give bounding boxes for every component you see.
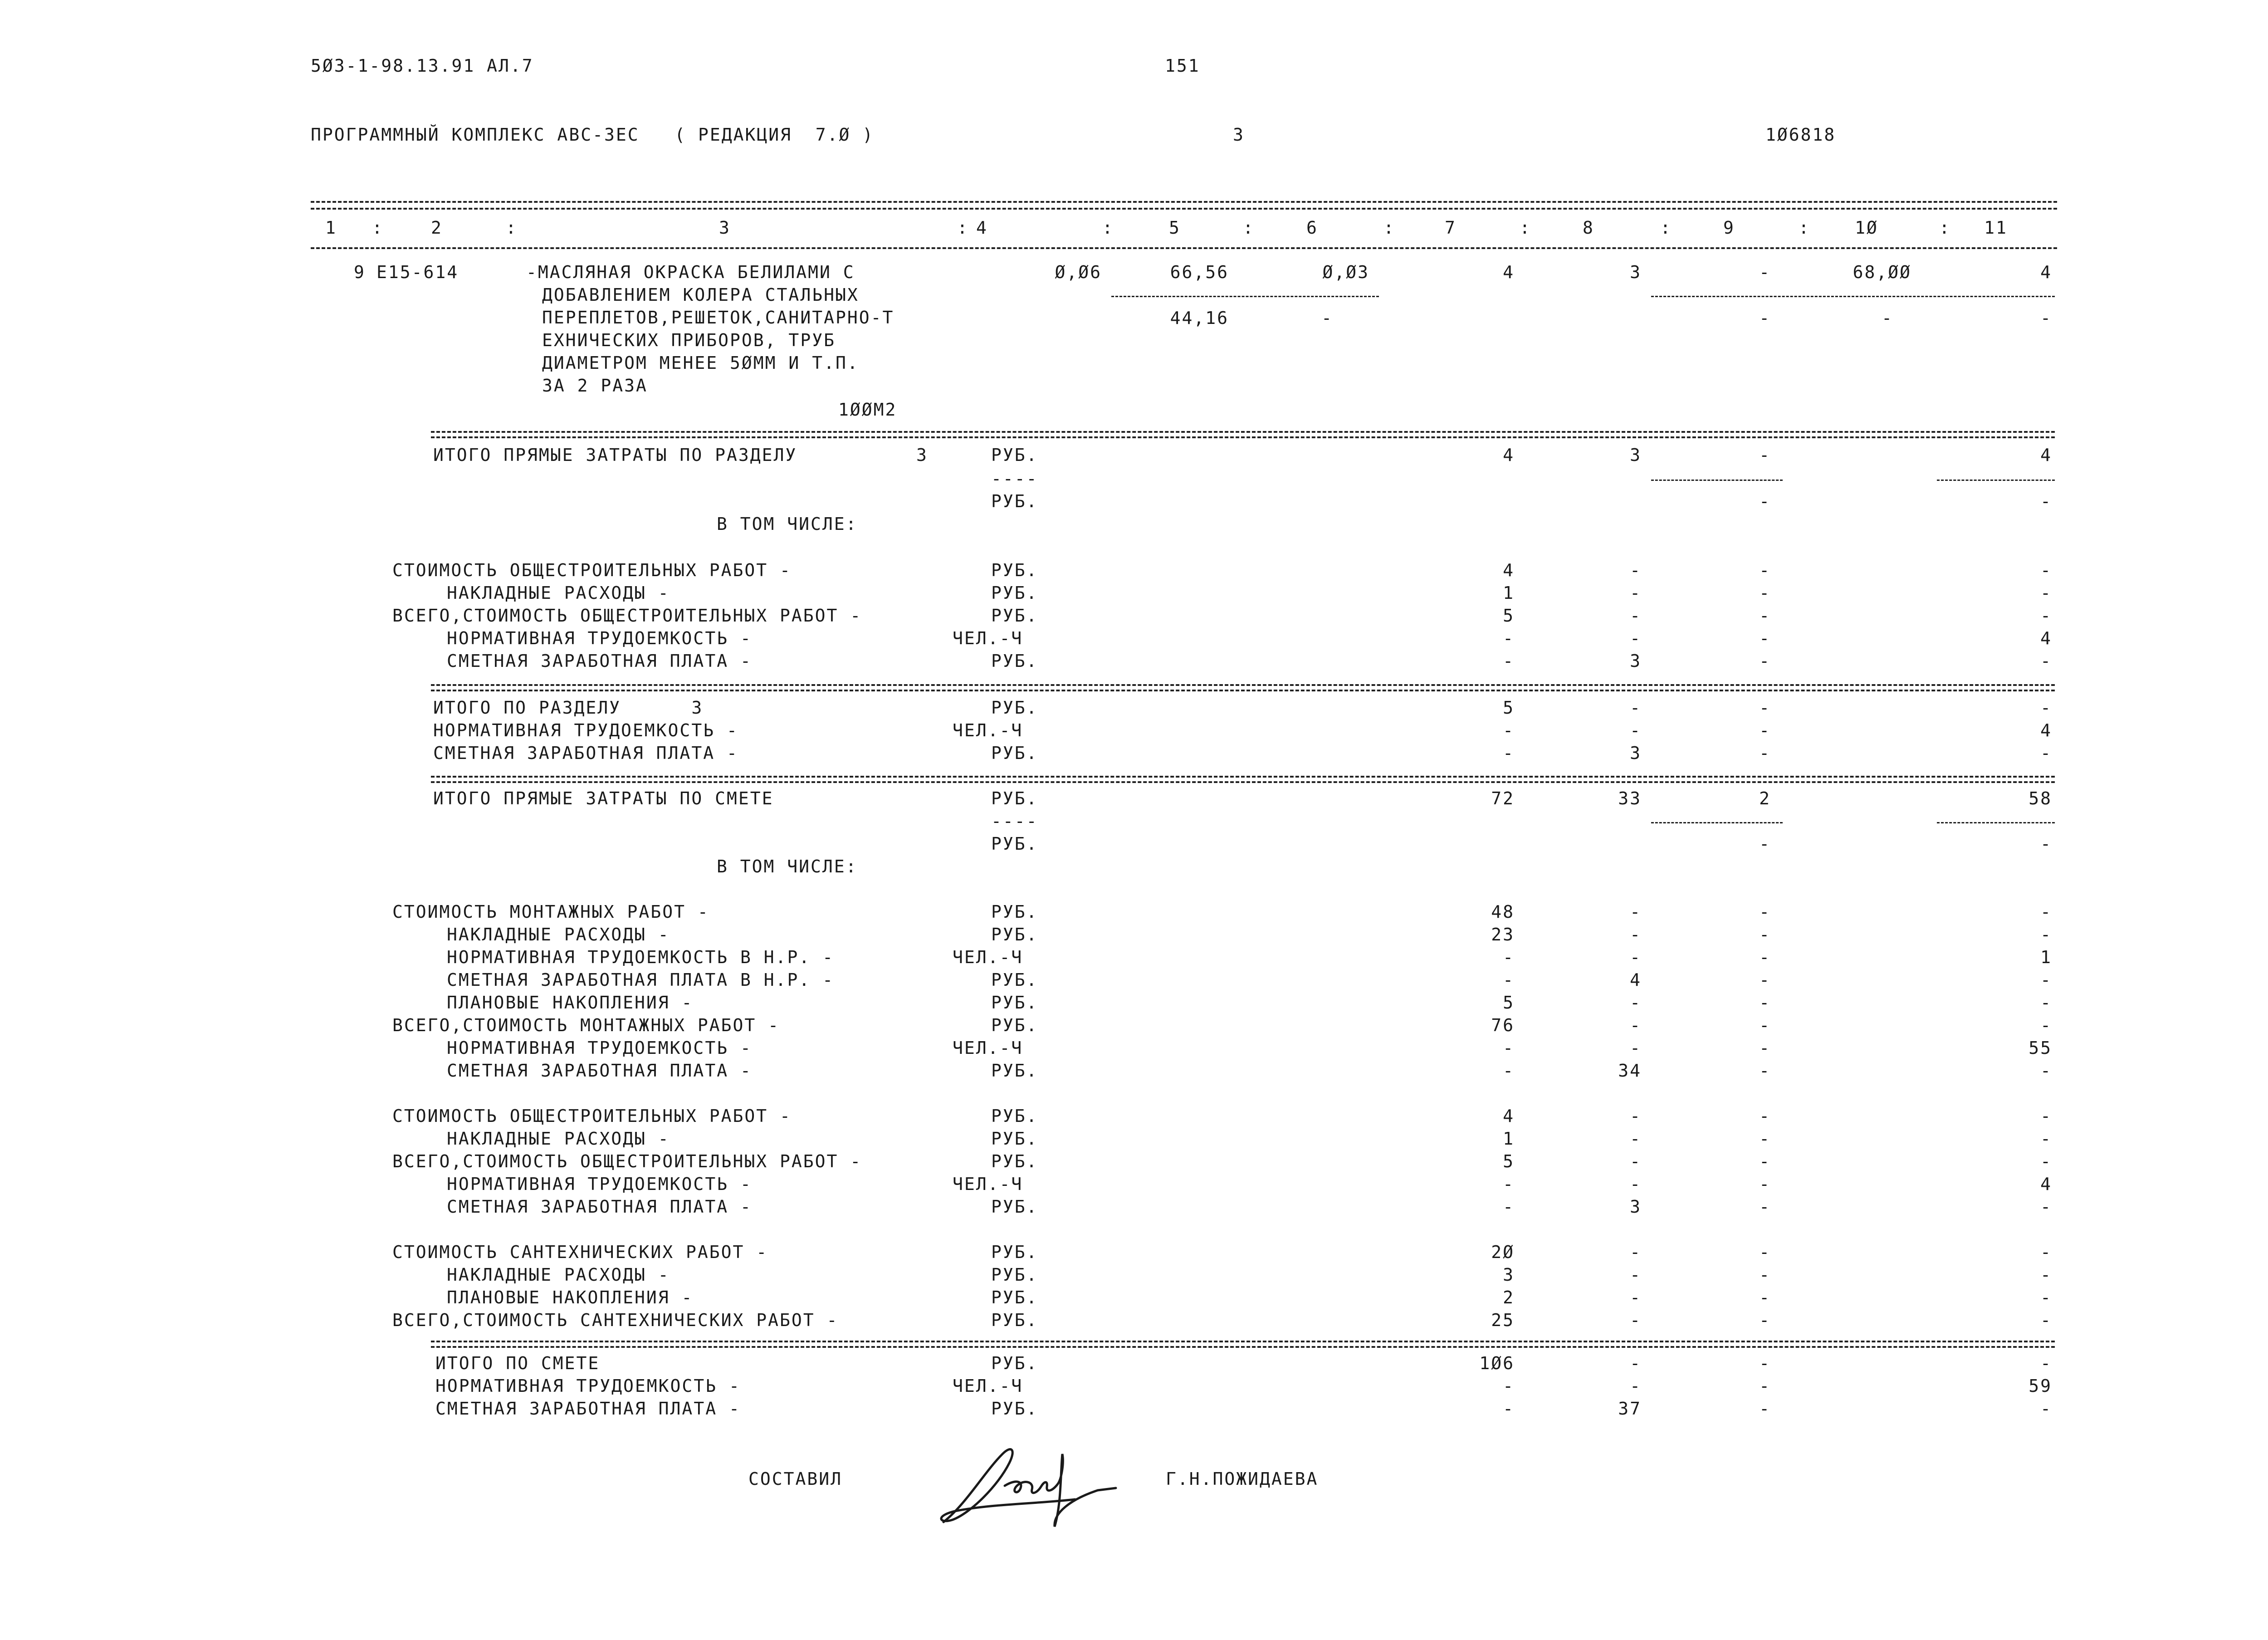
column-header-2: 2 <box>431 218 443 238</box>
final-total-row-col-11: 59 <box>2028 1376 2052 1396</box>
final-total-row-col-11: - <box>2040 1353 2052 1373</box>
column-header-4: 4 <box>976 218 988 238</box>
estimate-row-label: ПЛАНОВЫЕ НАКОПЛЕНИЯ - <box>447 993 694 1013</box>
section-itogo-row-col-8: 3 <box>1630 743 1642 763</box>
estimate-row-col-9: - <box>1759 1265 1771 1285</box>
column-header-7: 7 <box>1445 218 1457 238</box>
item-col-10: 68,ØØ <box>1853 262 1911 282</box>
estimate-row-unit: РУБ. <box>991 1106 1038 1126</box>
section-row-col-11: - <box>2040 606 2052 626</box>
item-number: 9 <box>354 262 366 282</box>
section-itogo-row-unit: РУБ. <box>991 743 1038 763</box>
item-description-line: ЕХНИЧЕСКИХ ПРИБОРОВ, ТРУБ <box>542 330 836 350</box>
item-code: Е15-614 <box>376 262 459 282</box>
estimate-direct-total-label: ИТОГО ПРЯМЫЕ ЗАТРАТЫ ПО СМЕТЕ <box>433 788 774 808</box>
estimate-row-col-8: - <box>1630 902 1642 922</box>
estimate-row-unit: РУБ. <box>991 902 1038 922</box>
estimate-total-rule-2 <box>431 781 2055 783</box>
column-header-11: 11 <box>1984 218 2008 238</box>
estimate-row-col-9: - <box>1759 925 1771 945</box>
estimate-row-col-9: - <box>1759 1038 1771 1058</box>
estimate-row-label: СТОИМОСТЬ ОБЩЕСТРОИТЕЛЬНЫХ РАБОТ - <box>392 1106 792 1126</box>
section-row-unit: ЧЕЛ.-Ч <box>953 628 1023 648</box>
estimate-row-col-11: - <box>2040 1151 2052 1171</box>
estimate-row-col-9: - <box>1759 1061 1771 1081</box>
section-row-unit: РУБ. <box>991 606 1038 626</box>
estimate-row-unit: РУБ. <box>991 1242 1038 1262</box>
section-row-unit: РУБ. <box>991 560 1038 580</box>
estimate-row-label: ПЛАНОВЫЕ НАКОПЛЕНИЯ - <box>447 1288 694 1307</box>
estimate-row-col-11: - <box>2040 1242 2052 1262</box>
final-total-row-label: СМЕТНАЯ ЗАРАБОТНАЯ ПЛАТА - <box>435 1399 741 1419</box>
column-separator: : <box>1102 218 1114 238</box>
estimate-row-col-9: - <box>1759 993 1771 1013</box>
author-name: Г.Н.ПОЖИДАЕВА <box>1166 1469 1319 1489</box>
section-row-col-11: - <box>2040 651 2052 671</box>
column-separator: : <box>957 218 969 238</box>
estimate-row-unit: РУБ. <box>991 1197 1038 1217</box>
item-col-7: 4 <box>1503 262 1515 282</box>
estimate-direct-total-col-11: 58 <box>2028 788 2052 808</box>
estimate-row-unit: РУБ. <box>991 970 1038 990</box>
estimate-row-col-9: - <box>1759 1129 1771 1149</box>
section-direct-total-col-9: - <box>1759 445 1771 465</box>
section-row-label: СМЕТНАЯ ЗАРАБОТНАЯ ПЛАТА - <box>447 651 752 671</box>
estimate-row-col-11: - <box>2040 1310 2052 1330</box>
estimate-row-label: НОРМАТИВНАЯ ТРУДОЕМКОСТЬ В Н.Р. - <box>447 947 834 967</box>
estimate-row-unit: РУБ. <box>991 1151 1038 1171</box>
item-col-9-second: - <box>1759 308 1771 328</box>
final-total-rule <box>431 1341 2055 1342</box>
item-subrule-9-11 <box>1651 296 2055 297</box>
estimate-row-unit: РУБ. <box>991 1015 1038 1035</box>
section-itogo-row-col-9: - <box>1759 743 1771 763</box>
document-code: 5Ø3-1-98.13.91 АЛ.7 <box>311 56 534 76</box>
section-itogo-row-label: СМЕТНАЯ ЗАРАБОТНАЯ ПЛАТА - <box>433 743 738 763</box>
estimate-row-col-8: - <box>1630 947 1642 967</box>
final-total-row-col-8: - <box>1630 1376 1642 1396</box>
estimate-row-col-9: - <box>1759 902 1771 922</box>
estimate-subrule-11 <box>1937 822 2055 823</box>
final-total-row-col-8: - <box>1630 1353 1642 1373</box>
item-col-10-second: - <box>1882 308 1893 328</box>
estimate-row-unit: РУБ. <box>991 1061 1038 1081</box>
column-header-6: 6 <box>1306 218 1318 238</box>
estimate-row-col-7: 2Ø <box>1491 1242 1515 1262</box>
column-separator: : <box>1939 218 1951 238</box>
estimate-row-col-9: - <box>1759 1174 1771 1194</box>
estimate-direct-total-col-9: 2 <box>1759 788 1771 808</box>
final-total-row-unit: ЧЕЛ.-Ч <box>953 1376 1023 1396</box>
column-separator: : <box>1660 218 1672 238</box>
estimate-row-col-7: - <box>1503 947 1515 967</box>
program-title: ПРОГРАММНЫЙ КОМПЛЕКС АВС-ЗЕС ( РЕДАКЦИЯ 7.Ø ) <box>311 125 875 145</box>
estimate-row-col-7: 25 <box>1491 1310 1515 1330</box>
item-description-line: -МАСЛЯНАЯ ОКРАСКА БЕЛИЛАМИ С <box>526 262 855 282</box>
final-total-row-col-7: - <box>1503 1376 1515 1396</box>
estimate-row-col-7: 5 <box>1503 993 1515 1013</box>
section-itogo-row-col-8: - <box>1630 698 1642 718</box>
section-direct-total-col-11: 4 <box>2040 445 2052 465</box>
estimate-row-col-11: 1 <box>2040 947 2052 967</box>
estimate-row-col-11: - <box>2040 1197 2052 1217</box>
section-itogo-row-col-7: - <box>1503 720 1515 740</box>
section-direct-total-unit-rule: ---- <box>991 469 1038 489</box>
section-row-col-7: 4 <box>1503 560 1515 580</box>
estimate-row-unit: ЧЕЛ.-Ч <box>953 1038 1023 1058</box>
estimate-direct-total-col-8: 33 <box>1618 788 1642 808</box>
section-row-col-8: - <box>1630 628 1642 648</box>
column-separator: : <box>1799 218 1810 238</box>
estimate-row-col-9: - <box>1759 1197 1771 1217</box>
header-bottom-rule <box>311 247 2057 249</box>
section-direct-total-col-7: 4 <box>1503 445 1515 465</box>
section-direct-total-col-11-second: - <box>2040 491 2052 511</box>
estimate-row-col-11: - <box>2040 1106 2052 1126</box>
estimate-row-col-9: - <box>1759 1310 1771 1330</box>
section-row-unit: РУБ. <box>991 651 1038 671</box>
section-row-col-9: - <box>1759 651 1771 671</box>
item-col-6: Ø,Ø3 <box>1322 262 1369 282</box>
section-subrule-11 <box>1937 480 2055 481</box>
section-row-col-7: - <box>1503 651 1515 671</box>
section-row-col-7: - <box>1503 628 1515 648</box>
column-separator: : <box>372 218 384 238</box>
estimate-row-label: ВСЕГО,СТОИМОСТЬ МОНТАЖНЫХ РАБОТ - <box>392 1015 780 1035</box>
estimate-including-heading: В ТОМ ЧИСЛЕ: <box>717 857 858 876</box>
estimate-row-label: СТОИМОСТЬ МОНТАЖНЫХ РАБОТ - <box>392 902 709 922</box>
estimate-row-unit: РУБ. <box>991 1129 1038 1149</box>
estimate-row-col-8: - <box>1630 1288 1642 1307</box>
column-header-5: 5 <box>1169 218 1181 238</box>
column-header-9: 9 <box>1723 218 1735 238</box>
section-row-col-8: - <box>1630 583 1642 603</box>
estimate-row-col-7: - <box>1503 1038 1515 1058</box>
estimate-row-col-7: - <box>1503 970 1515 990</box>
estimate-row-unit: РУБ. <box>991 1288 1038 1307</box>
estimate-direct-total-col-11-second: - <box>2040 834 2052 854</box>
final-total-row-col-9: - <box>1759 1376 1771 1396</box>
estimate-row-col-8: - <box>1630 1106 1642 1126</box>
final-total-row-label: ИТОГО ПО СМЕТЕ <box>435 1353 600 1373</box>
item-col-5: 66,56 <box>1170 262 1229 282</box>
estimate-row-col-7: 1 <box>1503 1129 1515 1149</box>
signature <box>925 1436 1139 1531</box>
section-itogo-row-unit: ЧЕЛ.-Ч <box>953 720 1023 740</box>
item-col-6-second: - <box>1321 308 1333 328</box>
estimate-row-col-11: - <box>2040 1265 2052 1285</box>
section-row-col-9: - <box>1759 583 1771 603</box>
section-row-label: НАКЛАДНЫЕ РАСХОДЫ - <box>447 583 670 603</box>
section-direct-total-unit: РУБ. <box>991 445 1038 465</box>
item-subrule-5-6 <box>1111 296 1379 297</box>
section-itogo-row-col-11: 4 <box>2040 720 2052 740</box>
section-itogo-row-col-11: - <box>2040 698 2052 718</box>
estimate-row-label: ВСЕГО,СТОИМОСТЬ САНТЕХНИЧЕСКИХ РАБОТ - <box>392 1310 839 1330</box>
estimate-row-col-7: 23 <box>1491 925 1515 945</box>
section-row-col-11: - <box>2040 560 2052 580</box>
item-col-11-second: - <box>2040 308 2052 328</box>
final-total-row-col-9: - <box>1759 1399 1771 1419</box>
final-total-rule-2 <box>431 1346 2055 1348</box>
item-col-9: - <box>1759 262 1771 282</box>
estimate-row-label: НАКЛАДНЫЕ РАСХОДЫ - <box>447 1265 670 1285</box>
estimate-row-label: СМЕТНАЯ ЗАРАБОТНАЯ ПЛАТА В Н.Р. - <box>447 970 834 990</box>
section-row-label: ВСЕГО,СТОИМОСТЬ ОБЩЕСТРОИТЕЛЬНЫХ РАБОТ - <box>392 606 862 626</box>
section-row-col-9: - <box>1759 606 1771 626</box>
estimate-row-unit: ЧЕЛ.-Ч <box>953 1174 1023 1194</box>
item-col-4: Ø,Ø6 <box>1055 262 1102 282</box>
section-row-col-11: 4 <box>2040 628 2052 648</box>
estimate-row-label: НОРМАТИВНАЯ ТРУДОЕМКОСТЬ - <box>447 1174 752 1194</box>
section-number: 3 <box>1233 125 1245 145</box>
estimate-number: 1Ø6818 <box>1765 125 1836 145</box>
item-description-line: ДИАМЕТРОМ МЕНЕЕ 5ØММ И Т.П. <box>542 353 859 373</box>
estimate-direct-total-col-9-second: - <box>1759 834 1771 854</box>
section-row-col-11: - <box>2040 583 2052 603</box>
table-top-rule-2 <box>311 208 2057 210</box>
estimate-direct-total-unit: РУБ. <box>991 788 1038 808</box>
estimate-row-col-9: - <box>1759 947 1771 967</box>
column-header-1: 1 <box>325 218 337 238</box>
estimate-row-col-8: - <box>1630 993 1642 1013</box>
section-itogo-row-label: НОРМАТИВНАЯ ТРУДОЕМКОСТЬ - <box>433 720 738 740</box>
estimate-row-col-8: - <box>1630 1174 1642 1194</box>
section-itogo-rule-2 <box>431 690 2055 691</box>
estimate-row-col-8: - <box>1630 1015 1642 1035</box>
estimate-row-col-11: - <box>2040 1288 2052 1307</box>
final-total-row-unit: РУБ. <box>991 1399 1038 1419</box>
estimate-row-col-9: - <box>1759 1151 1771 1171</box>
page-number: 151 <box>1165 56 1200 76</box>
item-col-8: 3 <box>1630 262 1642 282</box>
column-separator: : <box>506 218 518 238</box>
final-total-row-col-7: - <box>1503 1399 1515 1419</box>
estimate-row-label: СТОИМОСТЬ САНТЕХНИЧЕСКИХ РАБОТ - <box>392 1242 768 1262</box>
estimate-row-col-8: - <box>1630 1151 1642 1171</box>
estimate-row-label: СМЕТНАЯ ЗАРАБОТНАЯ ПЛАТА - <box>447 1061 752 1081</box>
estimate-total-rule <box>431 776 2055 778</box>
final-total-row-col-7: 1Ø6 <box>1479 1353 1515 1373</box>
section-itogo-rule <box>431 684 2055 686</box>
estimate-row-col-8: 4 <box>1630 970 1642 990</box>
estimate-row-col-11: - <box>2040 970 2052 990</box>
estimate-row-label: ВСЕГО,СТОИМОСТЬ ОБЩЕСТРОИТЕЛЬНЫХ РАБОТ - <box>392 1151 862 1171</box>
section-direct-total-number: 3 <box>916 445 928 465</box>
estimate-row-col-9: - <box>1759 1242 1771 1262</box>
estimate-row-col-7: 48 <box>1491 902 1515 922</box>
estimate-row-col-8: - <box>1630 1242 1642 1262</box>
section-row-col-8: 3 <box>1630 651 1642 671</box>
item-unit: 1ØØМ2 <box>838 400 897 420</box>
item-col-11: 4 <box>2040 262 2052 282</box>
estimate-row-unit: РУБ. <box>991 993 1038 1013</box>
estimate-row-col-8: - <box>1630 925 1642 945</box>
estimate-row-col-7: - <box>1503 1174 1515 1194</box>
estimate-row-col-11: 4 <box>2040 1174 2052 1194</box>
item-description-line: ЗА 2 РАЗА <box>542 376 648 396</box>
item-col-5-second: 44,16 <box>1170 308 1229 328</box>
estimate-row-col-7: - <box>1503 1061 1515 1081</box>
estimate-row-col-7: 5 <box>1503 1151 1515 1171</box>
section-itogo-row-col-9: - <box>1759 720 1771 740</box>
estimate-row-unit: РУБ. <box>991 1310 1038 1330</box>
estimate-row-col-7: 4 <box>1503 1106 1515 1126</box>
section-itogo-row-col-7: - <box>1503 743 1515 763</box>
section-row-col-7: 5 <box>1503 606 1515 626</box>
section-including-heading: В ТОМ ЧИСЛЕ: <box>717 514 858 534</box>
estimate-row-col-9: - <box>1759 1106 1771 1126</box>
section-itogo-row-col-11: - <box>2040 743 2052 763</box>
section-row-col-9: - <box>1759 560 1771 580</box>
estimate-row-unit: РУБ. <box>991 925 1038 945</box>
column-header-10: 1Ø <box>1855 218 1878 238</box>
estimate-row-col-11: - <box>2040 993 2052 1013</box>
column-header-3: 3 <box>719 218 731 238</box>
section-direct-total-col-9-second: - <box>1759 491 1771 511</box>
table-top-rule <box>311 201 2057 203</box>
estimate-direct-total-unit-rule: ---- <box>991 811 1038 831</box>
column-separator: : <box>1520 218 1531 238</box>
estimate-row-col-7: 3 <box>1503 1265 1515 1285</box>
estimate-row-col-8: - <box>1630 1038 1642 1058</box>
estimate-row-label: НАКЛАДНЫЕ РАСХОДЫ - <box>447 925 670 945</box>
estimate-row-col-8: - <box>1630 1265 1642 1285</box>
estimate-row-col-9: - <box>1759 1015 1771 1035</box>
estimate-row-col-11: 55 <box>2028 1038 2052 1058</box>
estimate-row-col-9: - <box>1759 1288 1771 1307</box>
estimate-row-col-8: 3 <box>1630 1197 1642 1217</box>
estimate-row-col-8: - <box>1630 1129 1642 1149</box>
section-row-col-7: 1 <box>1503 583 1515 603</box>
section-subrule-9 <box>1651 480 1783 481</box>
section-total-rule <box>431 431 2055 433</box>
estimate-direct-total-col-7: 72 <box>1491 788 1515 808</box>
final-total-row-col-11: - <box>2040 1399 2052 1419</box>
estimate-row-col-11: - <box>2040 1061 2052 1081</box>
section-direct-total-label: ИТОГО ПРЯМЫЕ ЗАТРАТЫ ПО РАЗДЕЛУ <box>433 445 797 465</box>
estimate-row-col-11: - <box>2040 1129 2052 1149</box>
final-total-row-col-9: - <box>1759 1353 1771 1373</box>
section-itogo-row-col-7: 5 <box>1503 698 1515 718</box>
section-total-rule-2 <box>431 436 2055 438</box>
section-itogo-row-unit: РУБ. <box>991 698 1038 718</box>
column-header-8: 8 <box>1583 218 1594 238</box>
section-row-label: НОРМАТИВНАЯ ТРУДОЕМКОСТЬ - <box>447 628 752 648</box>
section-row-label: СТОИМОСТЬ ОБЩЕСТРОИТЕЛЬНЫХ РАБОТ - <box>392 560 792 580</box>
section-row-unit: РУБ. <box>991 583 1038 603</box>
section-row-col-8: - <box>1630 606 1642 626</box>
section-row-col-9: - <box>1759 628 1771 648</box>
final-total-row-label: НОРМАТИВНАЯ ТРУДОЕМКОСТЬ - <box>435 1376 741 1396</box>
final-total-row-col-8: 37 <box>1618 1399 1642 1419</box>
column-separator: : <box>1383 218 1395 238</box>
estimate-row-col-11: - <box>2040 902 2052 922</box>
section-itogo-row-col-8: - <box>1630 720 1642 740</box>
column-separator: : <box>1243 218 1255 238</box>
final-total-row-unit: РУБ. <box>991 1353 1038 1373</box>
estimate-row-label: СМЕТНАЯ ЗАРАБОТНАЯ ПЛАТА - <box>447 1197 752 1217</box>
estimate-row-unit: ЧЕЛ.-Ч <box>953 947 1023 967</box>
estimate-direct-total-unit-2: РУБ. <box>991 834 1038 854</box>
section-itogo-row-col-9: - <box>1759 698 1771 718</box>
estimate-row-col-7: - <box>1503 1197 1515 1217</box>
section-itogo-row-label: ИТОГО ПО РАЗДЕЛУ 3 <box>433 698 704 718</box>
section-row-col-8: - <box>1630 560 1642 580</box>
estimate-row-col-11: - <box>2040 925 2052 945</box>
estimate-row-label: НОРМАТИВНАЯ ТРУДОЕМКОСТЬ - <box>447 1038 752 1058</box>
estimate-subrule-9 <box>1651 822 1783 823</box>
estimate-row-col-7: 76 <box>1491 1015 1515 1035</box>
item-description-line: ПЕРЕПЛЕТОВ,РЕШЕТОК,САНИТАРНО-Т <box>542 308 894 328</box>
composed-by-label: СОСТАВИЛ <box>748 1469 843 1489</box>
estimate-row-col-8: - <box>1630 1310 1642 1330</box>
estimate-row-col-9: - <box>1759 970 1771 990</box>
estimate-row-col-7: 2 <box>1503 1288 1515 1307</box>
item-description-line: ДОБАВЛЕНИЕМ КОЛЕРА СТАЛЬНЫХ <box>542 285 859 305</box>
section-direct-total-col-8: 3 <box>1630 445 1642 465</box>
estimate-row-unit: РУБ. <box>991 1265 1038 1285</box>
estimate-row-label: НАКЛАДНЫЕ РАСХОДЫ - <box>447 1129 670 1149</box>
estimate-row-col-11: - <box>2040 1015 2052 1035</box>
estimate-row-col-8: 34 <box>1618 1061 1642 1081</box>
section-direct-total-unit-2: РУБ. <box>991 491 1038 511</box>
